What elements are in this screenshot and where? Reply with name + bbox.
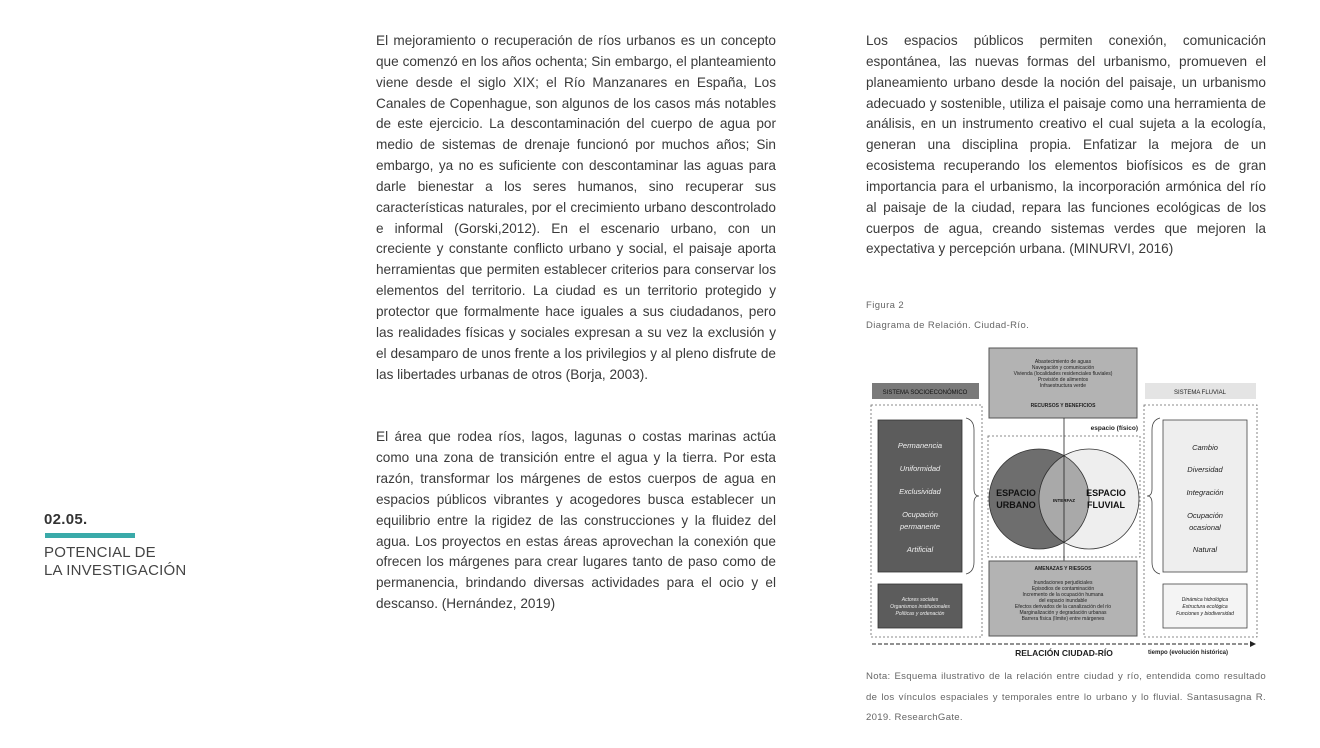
section-title-line-1: POTENCIAL DE [44, 544, 156, 561]
left-item-3: Ocupación [902, 510, 938, 519]
left-paragraph-2: El área que rodea ríos, lagos, lagunas o costas marinas actúa como una zona de transición entre el agua y la tierra. Por esta razón, transformar los márgenes de estos cuerpos de agua en espacios públicos vibrantes y acogedores busca establecer un equilibrio entre la rigidez de las construcciones y la fluidez del agua. Los proyectos en estas áreas aprovechan la conexión que ofrecen los márgenes para crear lugares tanto de paso como de permanencia, brindando diversas actividades para el ocio y el descanso. (Hernández, 2019) [376, 429, 776, 612]
section-title-line-2: LA INVESTIGACIÓN [44, 562, 187, 579]
section-label [44, 511, 244, 580]
interface-label: INTERFAZ [1053, 498, 1075, 503]
relationship-diagram [866, 344, 1266, 662]
left-item-4: permanente [899, 522, 941, 531]
figure-number: Figura 2 [866, 300, 905, 311]
top-box-heading: RECURSOS Y BENEFICIOS [1030, 403, 1096, 409]
urban-label-line-1: ESPACIO [996, 488, 1036, 498]
time-label: tiempo (evolución histórica) [1147, 650, 1229, 656]
bottom-box-line-1: Episodios de contaminación [1031, 586, 1095, 592]
bottom-box-heading: AMENAZAS Y RIESGOS [1034, 566, 1092, 572]
left-text-column [376, 31, 776, 615]
right-header: SISTEMA FLUVIAL [1173, 390, 1227, 396]
bottom-box-line-2: Incremento de la ocupación humana [1022, 592, 1104, 598]
section-number: 02.05. [44, 511, 88, 528]
left-item-2: Exclusividad [899, 487, 941, 496]
left-item-0: Permanencia [897, 441, 943, 450]
right-paragraph-1: Los espacios públicos permiten conexión, comunicación espontánea, las nuevas formas del urbanismo, promueven el planeamiento urbano desde la noción del paisaje, un urbanismo adecuado y sostenible, utiliza el paisaje como una herramienta de análisis, en un instrumento creativo el cual sujeta a la ecología, generan una disciplina propia. Enfatizar la mejora de un ecosistema recuperando los elementos biofísicos es de gran importancia para el urbanismo, la incorporación armónica del río al paisaje de la ciudad, repara las funciones ecológicas de los cuerpos de agua, creando sistemas verdes que mejoren la expectativa y percepción urbana. (MINURVI, 2016) [866, 33, 1266, 257]
right-item-2: Integración [1186, 488, 1224, 497]
left-item-1: Uniformidad [899, 464, 941, 473]
space-label: espacio (físico) [1090, 425, 1138, 432]
right-item-5: Natural [1192, 545, 1218, 554]
relation-label: RELACIÓN CIUDAD-RÍO [1015, 648, 1113, 658]
top-box-line-4: Infraestructura verde [1039, 383, 1087, 389]
bottom-box-line-3: del espacio inundable [1038, 598, 1088, 604]
left-header: SISTEMA SOCIOECONÓMICO [882, 390, 968, 396]
left-paragraph-1: El mejoramiento o recuperación de ríos urbanos es un concepto que comenzó en los años ochenta; Sin embargo, el planteamiento viene desde el siglo XIX; el Río Manzanares en España, Los Canales de Copenhague, son algunos de los casos más notables de este ejercicio. La descontaminación del cuerpo de agua por medio de sistemas de drenaje funcionó por muchos años; Sin embargo, ya no es suficiente con descontaminar las aguas para darle bienestar a los seres humanos, sino recuperar sus características naturales, por el crecimiento urbano descontrolado e informal (Gorski,2012). En el escenario urbano, con un creciente y constante conflicto urbano y social, el paisaje aporta herramientas que permiten establecer criterios para conservar los elementos del territorio. La ciudad es un territorio protegido y protector que formalmente hace iguales a sus ciudadanos, pero las realidades físicas y sociales expresan a su vez la exclusión y el desamparo de unos frente a los privilegios y al pleno disfrute de las libertades urbanas de otros (Borja, 2003). [376, 33, 776, 382]
right-item-0: Cambio [1192, 443, 1218, 452]
right-item-1: Diversidad [1187, 465, 1223, 474]
top-box-line-2: Vivienda (localidades residenciales fluviales) [1013, 371, 1113, 377]
right-item-3: Ocupación [1187, 511, 1223, 520]
bottom-box-line-5: Marginalización y degradación urbanas [1019, 610, 1107, 616]
top-box-line-0: Abastecimiento de aguas [1034, 359, 1092, 365]
urban-label-line-2: URBANO [996, 500, 1036, 510]
bottom-box-line-0: Inundaciones perjudiciales [1033, 580, 1093, 586]
section-accent-bar [45, 533, 135, 538]
right-bottom-line-0: Dinámica hidrológica [1181, 597, 1229, 603]
bottom-box-line-6: Barrera física (límite) entre márgenes [1021, 616, 1105, 622]
left-brace [966, 418, 979, 574]
right-text-column [866, 31, 1266, 260]
right-bottom-line-2: Funciones y biodiversidad [1176, 611, 1234, 617]
right-bottom-line-1: Estructura ecológica [1182, 604, 1228, 610]
time-axis-arrow [1250, 641, 1256, 647]
left-bottom-line-1: Organismos institucionales [890, 604, 950, 610]
fluvial-label-line-2: FLUVIAL [1087, 500, 1125, 510]
top-box-line-3: Provisión de alimentos [1037, 377, 1089, 383]
left-bottom-line-0: Actores sociales [901, 597, 939, 603]
right-item-4: ocasional [1189, 523, 1221, 532]
section-title [44, 544, 244, 580]
fluvial-label-line-1: ESPACIO [1086, 488, 1126, 498]
left-bottom-line-2: Políticas y ordenación [895, 611, 945, 617]
bottom-box-line-4: Efectos derivados de la canalización del río [1014, 604, 1112, 610]
left-item-5: Artificial [906, 545, 934, 554]
figure-title: Diagrama de Relación. Ciudad-Río. [866, 320, 1030, 331]
figure-note: Nota: Esquema ilustrativo de la relación entre ciudad y río, entendida como resultado de los vínculos espaciales y temporales entre lo urbano y lo fluvial. Santasusagna R. 2019. ResearchGate. [866, 671, 1266, 723]
right-brace [1147, 418, 1160, 574]
top-box-line-1: Navegación y comunicación [1031, 365, 1095, 371]
